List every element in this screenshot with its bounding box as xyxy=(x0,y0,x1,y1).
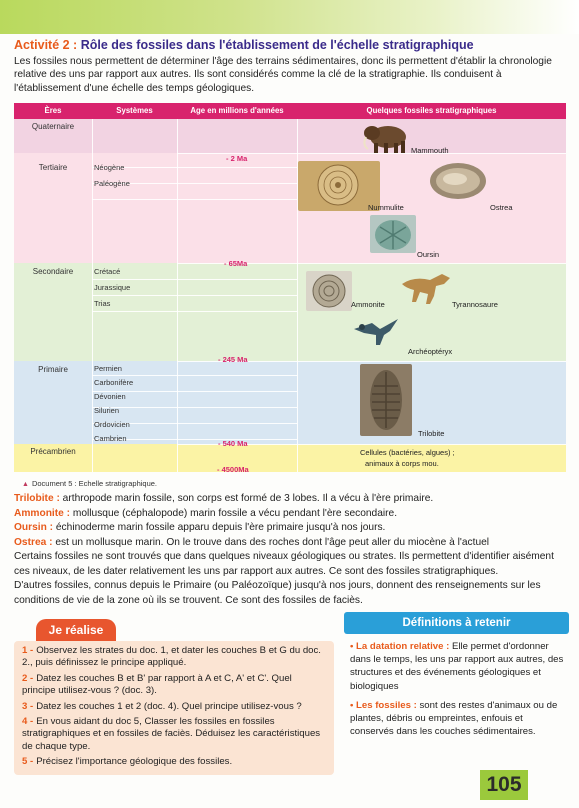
document-caption xyxy=(22,479,157,488)
question-1 xyxy=(22,645,327,670)
grid-line xyxy=(92,407,297,408)
definition-term: Les fossiles : xyxy=(356,699,417,711)
fossil-tyrannosaure-label: Tyrannosaure xyxy=(452,300,498,309)
system-permien: Permien xyxy=(94,364,122,373)
triangle-icon: ▲ xyxy=(22,481,29,488)
fossil-ammonite-label: Ammonite xyxy=(351,300,385,309)
paragraph-stratigraphiques: Certains fossiles ne sont trouvés que dans quelques niveaux géologiques ou strates. Ils permettent d'identifier aisément ces niveaux, de les dater relativement les uns par rapport aux autres. Ce sont des fossiles stratigraphiques. xyxy=(14,551,554,577)
age-4500ma: - 4500Ma xyxy=(217,465,249,474)
fossil-nummulite-label: Nummulite xyxy=(368,203,404,212)
question-number: 1 - xyxy=(22,645,34,656)
definition-datation xyxy=(350,640,568,693)
system-jurassique: Jurassique xyxy=(94,283,131,292)
top-band xyxy=(0,0,579,34)
system-trias: Trias xyxy=(94,299,111,308)
header-age: Age en millions d'années xyxy=(190,106,284,115)
ostrea-image xyxy=(427,160,489,202)
grid-line xyxy=(92,199,297,200)
page-number-text: 105 xyxy=(486,773,522,796)
question-text: Datez les couches B et B' par rapport à A et C, A' et C'. Quel principe utilisez-vous ? (doc. 3). xyxy=(22,672,292,697)
era-tertiaire: Tertiaire xyxy=(38,163,68,172)
question-number: 3 - xyxy=(22,700,34,712)
stratigraphic-table xyxy=(14,103,566,472)
system-cretace: Crétacé xyxy=(94,267,121,276)
system-silurien: Silurien xyxy=(94,406,120,415)
definition-text: Elle permet d'ordonner dans le temps, les uns par rapport aux autres, des structures et des événements géologiques et biologiques xyxy=(350,641,564,692)
document-caption-text: Document 5 : Echelle stratigraphique. xyxy=(31,479,158,488)
grid-line xyxy=(92,279,297,280)
age-65ma: - 65Ma xyxy=(224,259,248,268)
activity-label: Activité 2 : xyxy=(14,38,78,52)
bullet-icon: • xyxy=(350,641,354,652)
question-text: Précisez l'importance géologique des fossiles. xyxy=(36,756,233,768)
grid-line xyxy=(92,375,297,376)
age-245ma: - 245 Ma xyxy=(218,355,248,364)
question-text: Datez les couches 1 et 2 (doc. 4). Quel principe utilisez-vous ? xyxy=(36,700,302,712)
system-neogene: Néogène xyxy=(94,163,125,172)
age-540ma: - 540 Ma xyxy=(218,439,248,448)
fossil-archeopteryx-label: Archéoptéryx xyxy=(408,347,453,356)
ammonite-image xyxy=(306,271,352,311)
definition-ostrea xyxy=(14,536,569,551)
oursin-image xyxy=(370,215,416,253)
mammoth-image xyxy=(360,121,412,155)
definition-term: Oursin : xyxy=(14,522,54,533)
trilobite-image xyxy=(360,364,412,436)
fossil-trilobite-label: Trilobite xyxy=(418,429,445,438)
system-devonien: Dévonien xyxy=(94,392,126,401)
system-carbonifere: Carbonifère xyxy=(94,378,134,387)
fossil-cellules-label: Cellules (bactéries, algues) ; xyxy=(360,448,455,457)
definition-term: Ammonite : xyxy=(14,507,71,519)
definition-term: La datation relative : xyxy=(356,641,450,652)
grid-line xyxy=(92,295,297,296)
question-3 xyxy=(22,701,327,713)
definition-text: échinoderme marin fossile apparu depuis l'ère primaire jusqu'à nos jours. xyxy=(53,522,386,533)
definition-oursin xyxy=(14,521,569,536)
tyrannosaurus-image xyxy=(396,266,456,306)
definition-fossiles xyxy=(350,699,568,739)
era-precambrien: Précambrien xyxy=(30,447,76,456)
question-number: 5 - xyxy=(22,756,34,768)
definition-term: Ostrea : xyxy=(14,536,53,548)
question-2 xyxy=(22,673,327,698)
system-ordovicien: Ordovicien xyxy=(94,420,130,429)
intro-paragraph: Les fossiles nous permettent de déterminer l'âge des terrains sédimentaires, donc ils permettent d'établir la chronologie relative des uns par rapport aux autres. Ils sont considérés comme la clé de la stratigraphie. Ils conduisent à l'établissement d'une échelle des temps géologiques. xyxy=(14,56,552,94)
table-header xyxy=(14,103,566,119)
question-5 xyxy=(22,756,327,768)
definition-text: est un mollusque marin. On le trouve dans des roches dont l'âge peut aller du miocène à l'actuel xyxy=(52,536,490,548)
je-realise-list xyxy=(22,645,327,772)
definition-trilobite xyxy=(14,492,569,507)
fossil-animaux-label: animaux à corps mou. xyxy=(365,459,439,468)
fossil-mammouth-label: Mammouth xyxy=(411,146,449,155)
question-text: Observez les strates du doc. 1, et dater les couches B et G du doc. 2., puis définissez le principe appliqué. xyxy=(22,645,321,669)
definition-text: arthropode marin fossile, son corps est formé de 3 lobes. Il a vécu à l'ère primaire. xyxy=(59,493,434,504)
system-paleogene: Paléogène xyxy=(94,179,130,188)
question-number: 2 - xyxy=(22,672,34,684)
question-number: 4 - xyxy=(22,716,34,728)
definitions-body xyxy=(350,640,568,744)
definition-ammonite xyxy=(14,507,569,522)
definition-text: sont des restes d'animaux ou de plantes, débris ou empreintes, enfouis et conservés dans les couches sédimentaires. xyxy=(350,699,558,738)
header-eres: Ères xyxy=(44,106,62,115)
era-primaire: Primaire xyxy=(38,365,68,374)
era-quaternaire: Quaternaire xyxy=(31,122,75,131)
header-fossiles: Quelques fossiles stratigraphiques xyxy=(366,106,497,115)
bullet-icon: • xyxy=(350,699,354,711)
era-secondaire: Secondaire xyxy=(32,267,74,276)
definition-term: Trilobite : xyxy=(14,493,60,504)
activity-title xyxy=(14,38,569,52)
fossil-oursin-label: Oursin xyxy=(417,250,440,259)
je-realise-tab: Je réalise xyxy=(36,619,116,641)
question-text: En vous aidant du doc 5, Classer les fossiles en fossiles stratigraphiques et en fossiles de faciès. Déduisez les caractéristiques de chaque type. xyxy=(22,716,321,752)
definition-text: mollusque (céphalopode) marin fossile a vécu pendant l'ère secondaire. xyxy=(70,507,398,519)
question-4 xyxy=(22,716,327,753)
grid-line xyxy=(92,311,297,312)
age-2ma: - 2 Ma xyxy=(226,154,248,163)
system-cambrien: Cambrien xyxy=(94,434,127,443)
fossil-definitions xyxy=(14,492,569,608)
archeopteryx-image xyxy=(350,315,402,347)
page-number xyxy=(480,770,528,800)
paragraph-facies: D'autres fossiles, connus depuis le Primaire (ou Paléozoïque) jusqu'à nos jours, donnent des renseignements sur les conditions de vie de la zone où ils se trouvent. Ce sont des fossiles de faciès. xyxy=(14,580,541,606)
header-systemes: Systèmes xyxy=(116,106,153,115)
activity-title-text: Rôle des fossiles dans l'établissement de l'échelle stratigraphique xyxy=(80,38,474,52)
definitions-header: Définitions à retenir xyxy=(344,612,569,634)
fossil-ostrea-label: Ostrea xyxy=(490,203,513,212)
